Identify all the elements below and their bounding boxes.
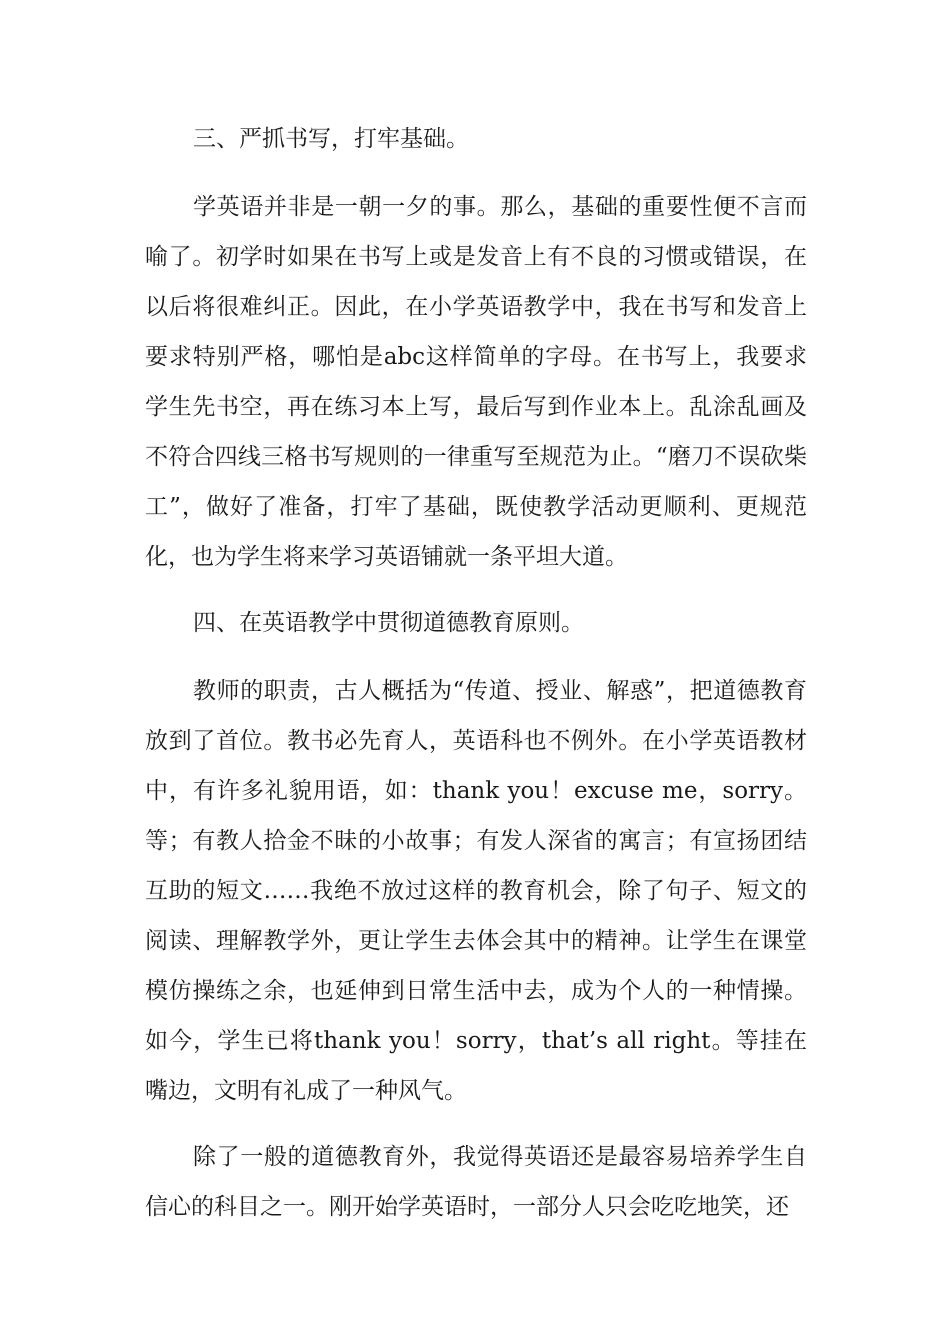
section-heading: 四、在英语教学中贯彻道德教育原则。: [193, 610, 584, 636]
body-paragraph: 教师的职责，古人概括为“传道、授业、解惑”，把道德教育放到了首位。教书必先育人，英语科也不例外。在小学英语教材中，有许多礼貌用语，如：thank you！excuse me，sorry。等；有教人拾金不昧的小故事；有发人深省的寓言；有宣扬团结互助的短文……我绝不放过这样的教育机会，除了句子、短文的阅读、理解教学外，更让学生去体会其中的精神。让学生在课堂模仿操练之余，也延伸到日常生活中去，成为个人的一种情操。如今，学生已将thank you！sorry，that’s all right。等挂在嘴边，文明有礼成了一种风气。: [145, 678, 807, 1104]
document-body: [145, 114, 807, 1232]
body-paragraph: 学英语并非是一朝一夕的事。那么，基础的重要性便不言而喻了。初学时如果在书写上或是发音上有不良的习惯或错误，在以后将很难纠正。因此，在小学英语教学中，我在书写和发音上要求特别严格，哪怕是abc这样简单的字母。在书写上，我要求学生先书空，再在练习本上写，最后写到作业本上。乱涂乱画及不符合四线三格书写规则的一律重写至规范为止。“磨刀不误砍柴工”，做好了准备，打牢了基础，既使教学活动更顺利、更规范化，也为学生将来学习英语铺就一条平坦大道。: [145, 194, 807, 570]
body-paragraph: 除了一般的道德教育外，我觉得英语还是最容易培养学生自信心的科目之一。刚开始学英语时，一部分人只会吃吃地笑，还: [145, 1144, 807, 1220]
section-heading: 三、严抓书写，打牢基础。: [193, 126, 469, 152]
